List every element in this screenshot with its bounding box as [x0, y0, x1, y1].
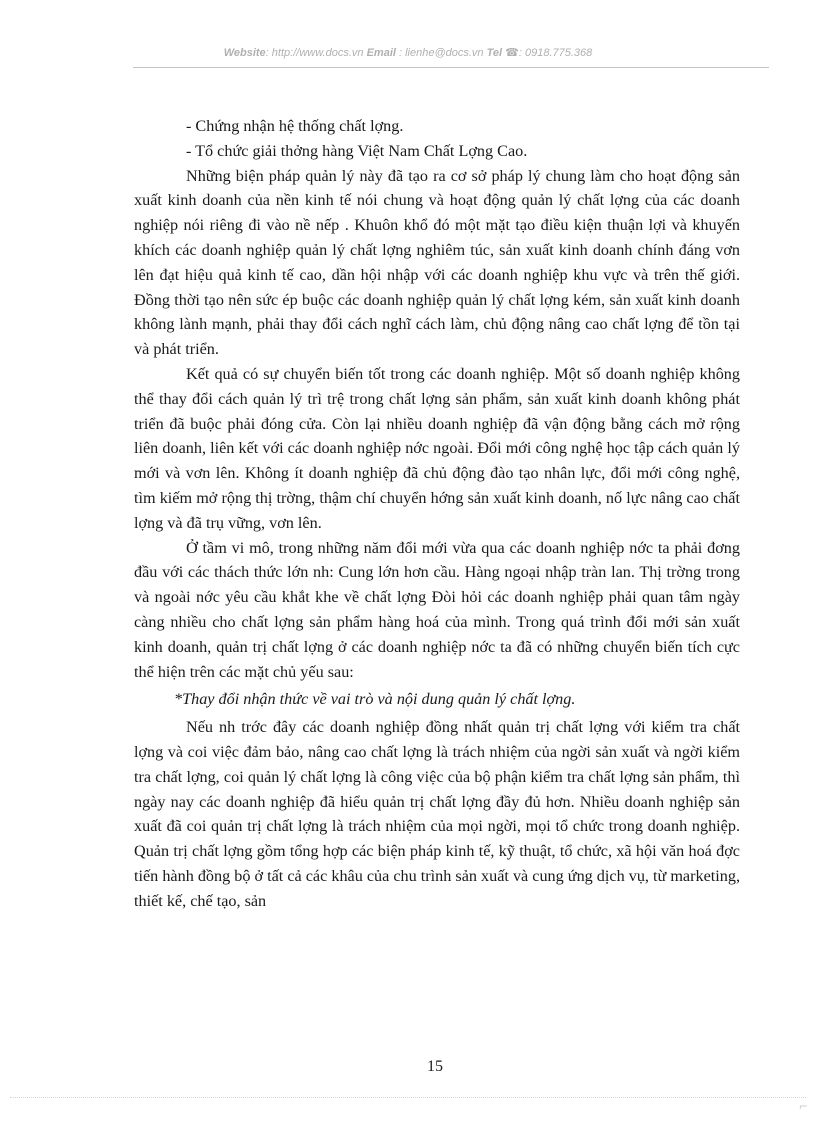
tel-label: Tel: [486, 47, 503, 59]
email-label: Email: [366, 47, 396, 59]
email-address[interactable]: : lienhe@docs.vn: [399, 47, 484, 59]
body-paragraph: Kết quả có sự chuyển biến tốt trong các doanh nghiệp. Một số doanh nghiệp không thể thay đổi cách quản lý trì trệ trong chất lợng sản phẩm, sản xuất kinh doanh không phát triển đã buộc phải đóng cửa. Còn lại nhiều doanh nghiệp đã vận động bằng cách mở rộng liên doanh, liên kết với các doanh nghiệp nớc ngoài. Đổi mới công nghệ học tập cách quản lý mới và vơn lên. Không ít doanh nghiệp đã chủ động đào tạo nhân lực, đổi mới công nghệ, tìm kiếm mở rộng thị trờng, thậm chí chuyển hớng sản xuất kinh doanh, nố lực nâng cao chất lợng và đã trụ vững, vơn lên.: [134, 364, 740, 532]
corner-mark: ⌐: [798, 1100, 808, 1113]
bullet-line: - Tổ chức giải thởng hàng Việt Nam Chất Lợng Cao.: [186, 141, 528, 160]
header-rule: [133, 67, 769, 68]
document-body: [134, 114, 740, 914]
bullet-line: - Chứng nhận hệ thống chất lợng.: [186, 117, 404, 135]
footer-rule: [10, 1097, 806, 1098]
phone-icon: ☎: [505, 47, 519, 59]
page-number: 15: [427, 1058, 443, 1075]
website-label: Website: [223, 47, 266, 59]
tel-number: : 0918.775.368: [518, 47, 593, 59]
body-paragraph: Những biện pháp quản lý này đã tạo ra cơ sở pháp lý chung làm cho hoạt động sản xuất kinh doanh của nền kinh tế nói chung và hoạt động quản lý chất lợng của các doanh nghiệp nói riêng đi vào nề nếp . Khuôn khổ đó một mặt tạo điều kiện thuận lợi và khuyến khích các doanh nghiệp quản lý chất lợng nghiêm túc, sản xuất kinh doanh chính đáng vơn lên đạt hiệu quả kinh tế cao, dần hội nhập với các doanh nghiệp khu vực và trên thế giới. Đồng thời tạo nên sức ép buộc các doanh nghiệp quản lý chất lợng kém, sản xuất kinh doanh không lành mạnh, phải thay đổi cách nghĩ cách làm, chủ động nâng cao chất lợng để tồn tại và phát triển.: [134, 166, 740, 359]
body-paragraph: Nếu nh trớc đây các doanh nghiệp đồng nhất quản trị chất lợng với kiểm tra chất lợng và coi việc đảm bảo, nâng cao chất lợng là trách nhiệm của ngời sản xuất và ngời kiểm tra chất lợng, coi quản lý chất lợng là công việc của bộ phận kiểm tra chất lợng sản phẩm, thì ngày nay các doanh nghiệp đã hiểu quản trị chất lợng đầy đủ hơn. Nhiều doanh nghiệp sản xuất đã coi quản trị chất lợng là trách nhiệm của mọi ngời, mọi tổ chức trong doanh nghiệp. Quản trị chất lợng gồm tổng hợp các biện pháp kinh tế, kỹ thuật, tổ chức, xã hội văn hoá đợc tiến hành đồng bộ ở tất cả các khâu của chu trình sản xuất và cung ứng dịch vụ, từ marketing, thiết kế, chế tạo, sản: [134, 718, 740, 910]
section-heading: *Thay đổi nhận thức về vai trò và nội dung quản lý chất lợng.: [174, 690, 576, 709]
page-header: [0, 46, 816, 59]
body-paragraph: Ở tầm vi mô, trong những năm đổi mới vừa qua các doanh nghiệp nớc ta phải đơng đầu với các thách thức lớn nh: Cung lớn hơn cầu. Hàng ngoại nhập tràn lan. Thị trờng trong và ngoài nớc yêu cầu khắt khe về chất lợng Đòi hỏi các doanh nghiệp phải quan tâm ngày càng nhiều cho chất lợng sản phẩm hàng hoá của mình. Trong quá trình đổi mới sản xuất kinh doanh, quản trị chất lợng ở các doanh nghiệp nớc ta đã có những chuyển biến tích cực thể hiện trên các mặt chủ yếu sau:: [134, 538, 740, 681]
website-url[interactable]: : http://www.docs.vn: [265, 47, 364, 59]
